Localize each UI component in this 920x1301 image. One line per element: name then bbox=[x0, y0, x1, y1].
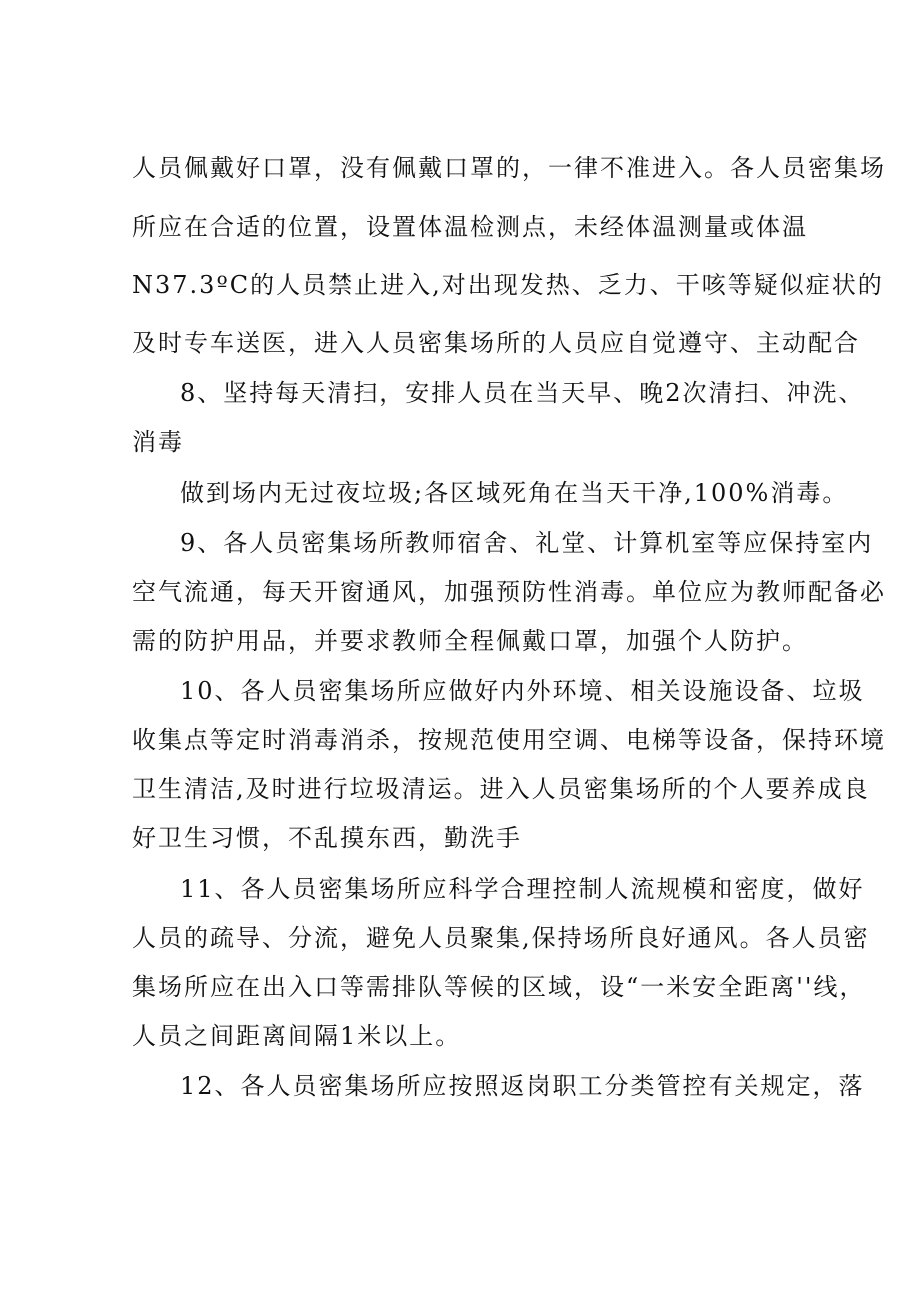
text-line: 8、坚持每天清扫，安排人员在当天早、晚2次清扫、冲洗、 bbox=[180, 379, 865, 407]
text-line: 消毒 bbox=[132, 428, 184, 456]
text-line: 9、各人员密集场所教师宿舍、礼堂、计算机室等应保持室内 bbox=[180, 529, 874, 557]
text-line: 好卫生习惯，不乱摸东西，勤洗手 bbox=[132, 824, 522, 852]
text-line: 12、各人员密集场所应按照返岗职工分类管控有关规定，落 bbox=[180, 1072, 865, 1100]
text-line: 集场所应在出入口等需排队等候的区域，设“一米安全距离''线， bbox=[132, 973, 866, 1001]
text-line: 人员的疏导、分流，避免人员聚集,保持场所良好通风。各人员密 bbox=[132, 924, 870, 952]
text-line: 收集点等定时消毒消杀，按规范使用空调、电梯等设备，保持环境 bbox=[132, 726, 886, 754]
text-line: 空气流通，每天开窗通风，加强预防性消毒。单位应为教师配备必 bbox=[132, 578, 886, 606]
text-line: 卫生清洁,及时进行垃圾清运。进入人员密集场所的个人要养成良 bbox=[132, 775, 870, 803]
text-line: 人员佩戴好口罩，没有佩戴口罩的，一律不准进入。各人员密集场 bbox=[132, 154, 886, 182]
text-line: 10、各人员密集场所应做好内外环境、相关设施设备、垃圾 bbox=[180, 677, 865, 705]
text-line: 需的防护用品，并要求教师全程佩戴口罩，加强个人防护。 bbox=[132, 627, 808, 655]
text-line: 做到场内无过夜垃圾;各区域死角在当天干净,100%消毒。 bbox=[180, 479, 849, 507]
text-line: 及时专车送医，进入人员密集场所的人员应自觉遵守、主动配合 bbox=[132, 329, 860, 357]
text-line: 人员之间距离间隔1米以上。 bbox=[132, 1022, 462, 1050]
text-line: N37.3ºC的人员禁止进入,对出现发热、乏力、干咳等疑似症状的 bbox=[132, 271, 884, 299]
text-line: 所应在合适的位置，设置体温检测点，未经体温测量或体温 bbox=[132, 213, 808, 241]
text-line: 11、各人员密集场所应科学合理控制人流规模和密度，做好 bbox=[180, 875, 865, 903]
